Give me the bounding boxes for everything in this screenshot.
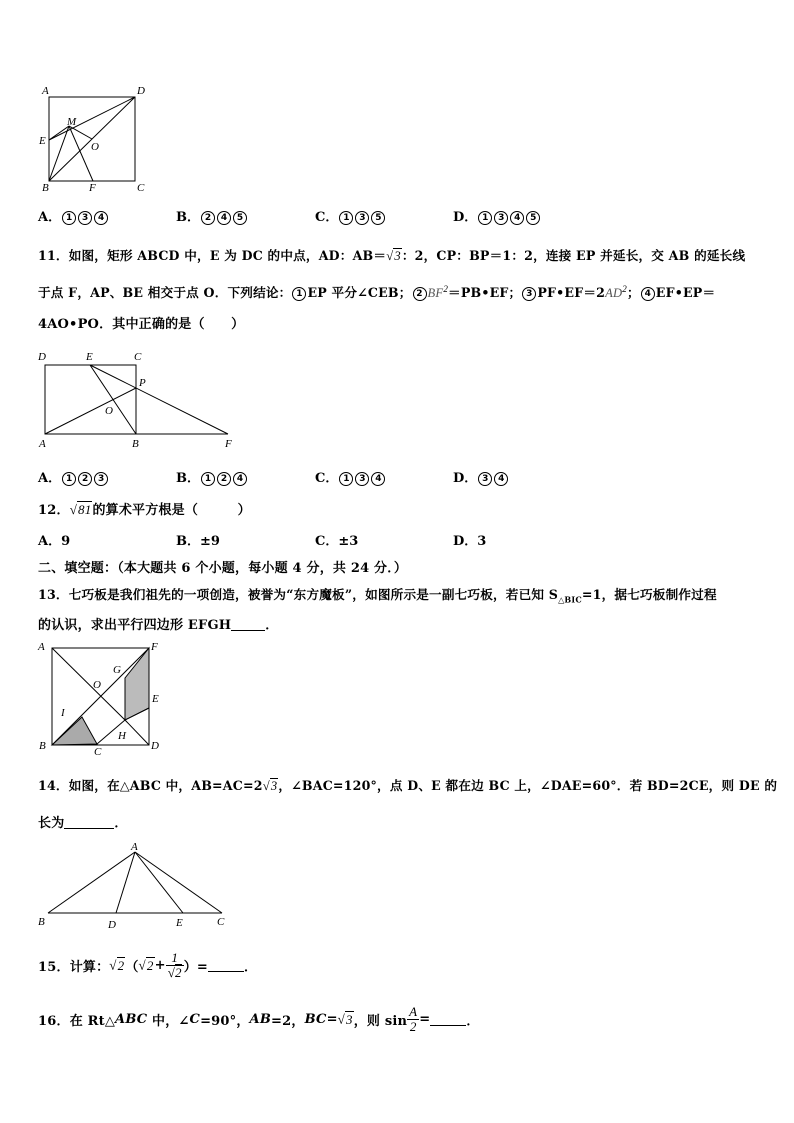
q10-option-c[interactable]: C． 1 3 5 bbox=[315, 206, 386, 225]
q10-option-b[interactable]: B． 2 4 5 bbox=[176, 206, 248, 225]
figure-q14-triangle bbox=[34, 838, 234, 930]
segment-mf bbox=[69, 126, 93, 181]
segment-bm bbox=[49, 126, 69, 181]
label-o: O bbox=[91, 141, 99, 153]
label-e: E bbox=[39, 135, 46, 147]
q16-line: 16．在 Rt△ABC 中，∠C=90°，AB=2，BC=√3，则 sin $\frac{A}{2}$ = ． bbox=[38, 1004, 480, 1034]
sqrt-81: √81 bbox=[69, 502, 92, 517]
q11-line-3: 4AO•PO．其中正确的是（ ） bbox=[38, 317, 245, 332]
label-h: H bbox=[118, 730, 126, 742]
segment-ef bbox=[90, 365, 228, 434]
label-d: D bbox=[108, 919, 116, 930]
label-f: F bbox=[151, 641, 158, 653]
figure-q10-square bbox=[36, 82, 156, 194]
label-b: B bbox=[38, 916, 45, 928]
label-c: C bbox=[137, 182, 145, 194]
figure-q11-rectangle bbox=[34, 346, 244, 452]
sqrt-3: √3 bbox=[337, 1011, 353, 1027]
shaded-parallelogram-efgh bbox=[125, 648, 149, 720]
q14-answer-blank[interactable] bbox=[64, 816, 114, 829]
q12-option-a[interactable]: A．9 bbox=[38, 534, 71, 549]
label-g: G bbox=[113, 664, 121, 676]
label-i: I bbox=[61, 707, 65, 719]
q13-line-2: 的认识，求出平行四边形 EFGH ． bbox=[38, 618, 279, 633]
label-f: F bbox=[89, 182, 96, 194]
figure-q13-tangram bbox=[34, 636, 166, 756]
label-o: O bbox=[105, 405, 113, 417]
label-a: A bbox=[39, 438, 46, 450]
segment-be bbox=[90, 365, 136, 434]
segment-ae bbox=[135, 852, 183, 913]
label-e: E bbox=[86, 351, 93, 363]
label-b: B bbox=[132, 438, 139, 450]
label-m: M bbox=[67, 116, 77, 128]
q11-option-b[interactable]: B． 1 2 4 bbox=[176, 467, 248, 486]
label-c: C bbox=[217, 916, 225, 928]
sqrt-2: √2 bbox=[138, 957, 154, 973]
sqrt-2: √2 bbox=[109, 957, 125, 973]
shaded-triangle-bic bbox=[52, 717, 97, 745]
q14-line-1: 14．如图，在△ABC 中，AB=AC=2√3，∠BAC=120°，点 D、E 都在边 BC 上，∠DAE=60°．若 BD=2CE，则 DE 的 bbox=[38, 778, 778, 793]
q11-line-2: 于点 F，AP、BE 相交于点 O．下列结论： 1 EP 平分∠CEB； 2 $BF^2=PB•EF$； 3 $PF•EF=2AD^2$； 4 EF•EP＝ bbox=[38, 283, 716, 300]
segment-hd bbox=[125, 720, 149, 745]
q12-option-b[interactable]: B．±9 bbox=[176, 534, 220, 549]
label-d: D bbox=[151, 740, 159, 752]
segment-ed bbox=[49, 97, 135, 140]
label-a: A bbox=[38, 641, 45, 653]
q11-option-c[interactable]: C． 1 3 4 bbox=[315, 467, 386, 486]
fraction-a-over-2: $\frac{A}{2}$ bbox=[409, 1004, 418, 1034]
q12-option-c[interactable]: C．±3 bbox=[315, 534, 359, 549]
label-c: C bbox=[94, 746, 102, 756]
q12-stem: 12．√81的算术平方根是（ ） bbox=[38, 502, 251, 518]
label-f: F bbox=[225, 438, 232, 450]
label-a: A bbox=[42, 85, 49, 97]
section-heading-fill-in: 二、填空题：（本大题共 6 个小题，每小题 4 分，共 24 分．） bbox=[38, 561, 408, 576]
q10-option-d[interactable]: D． 1 3 4 5 bbox=[453, 206, 541, 225]
rectangle-abcd bbox=[45, 365, 136, 434]
q15-answer-blank[interactable] bbox=[208, 959, 244, 972]
q11-option-a[interactable]: A． 1 2 3 bbox=[38, 467, 109, 486]
q14-line-2: 长为 ． bbox=[38, 816, 128, 831]
q16-answer-blank[interactable] bbox=[430, 1013, 466, 1026]
label-p: P bbox=[139, 377, 146, 389]
segment-ap bbox=[45, 388, 136, 434]
q15-line: 15．计算：√2（√2+ $\frac{1}{√2}$ ）= ． bbox=[38, 950, 258, 980]
fraction-one-over-sqrt-2: $\frac{1}{√2}$ bbox=[167, 950, 182, 980]
label-a: A bbox=[131, 841, 138, 853]
label-c: C bbox=[134, 351, 142, 363]
q11-option-d[interactable]: D． 3 4 bbox=[453, 467, 509, 486]
segment-ad bbox=[116, 852, 135, 913]
sqrt-3: √3 bbox=[386, 249, 401, 263]
label-b: B bbox=[42, 182, 49, 194]
label-e: E bbox=[176, 917, 183, 929]
q11-line-1: 11．如图，矩形 ABCD 中，E 为 DC 的中点，AD：AB＝√3：2，CP：BP＝1：2，连接 EP 并延长，交 AB 的延长线 bbox=[38, 248, 746, 263]
label-d: D bbox=[137, 85, 145, 97]
sqrt-3: √3 bbox=[262, 779, 278, 793]
q13-line-1: 13．七巧板是我们祖先的一项创造，被誉为“东方魔板”，如图所示是一副七巧板，若已知 $S_{\triangle BIC}=1$，据七巧板制作过程 bbox=[38, 587, 717, 605]
segment-ab bbox=[48, 852, 135, 913]
label-d: D bbox=[38, 351, 46, 363]
label-e: E bbox=[152, 693, 159, 705]
q12-option-d[interactable]: D．3 bbox=[453, 534, 487, 549]
label-o: O bbox=[93, 679, 101, 691]
q10-option-a[interactable]: A． 1 3 4 bbox=[38, 206, 109, 225]
segment-ac bbox=[135, 852, 222, 913]
label-b: B bbox=[39, 740, 46, 752]
q13-answer-blank[interactable] bbox=[231, 618, 265, 631]
